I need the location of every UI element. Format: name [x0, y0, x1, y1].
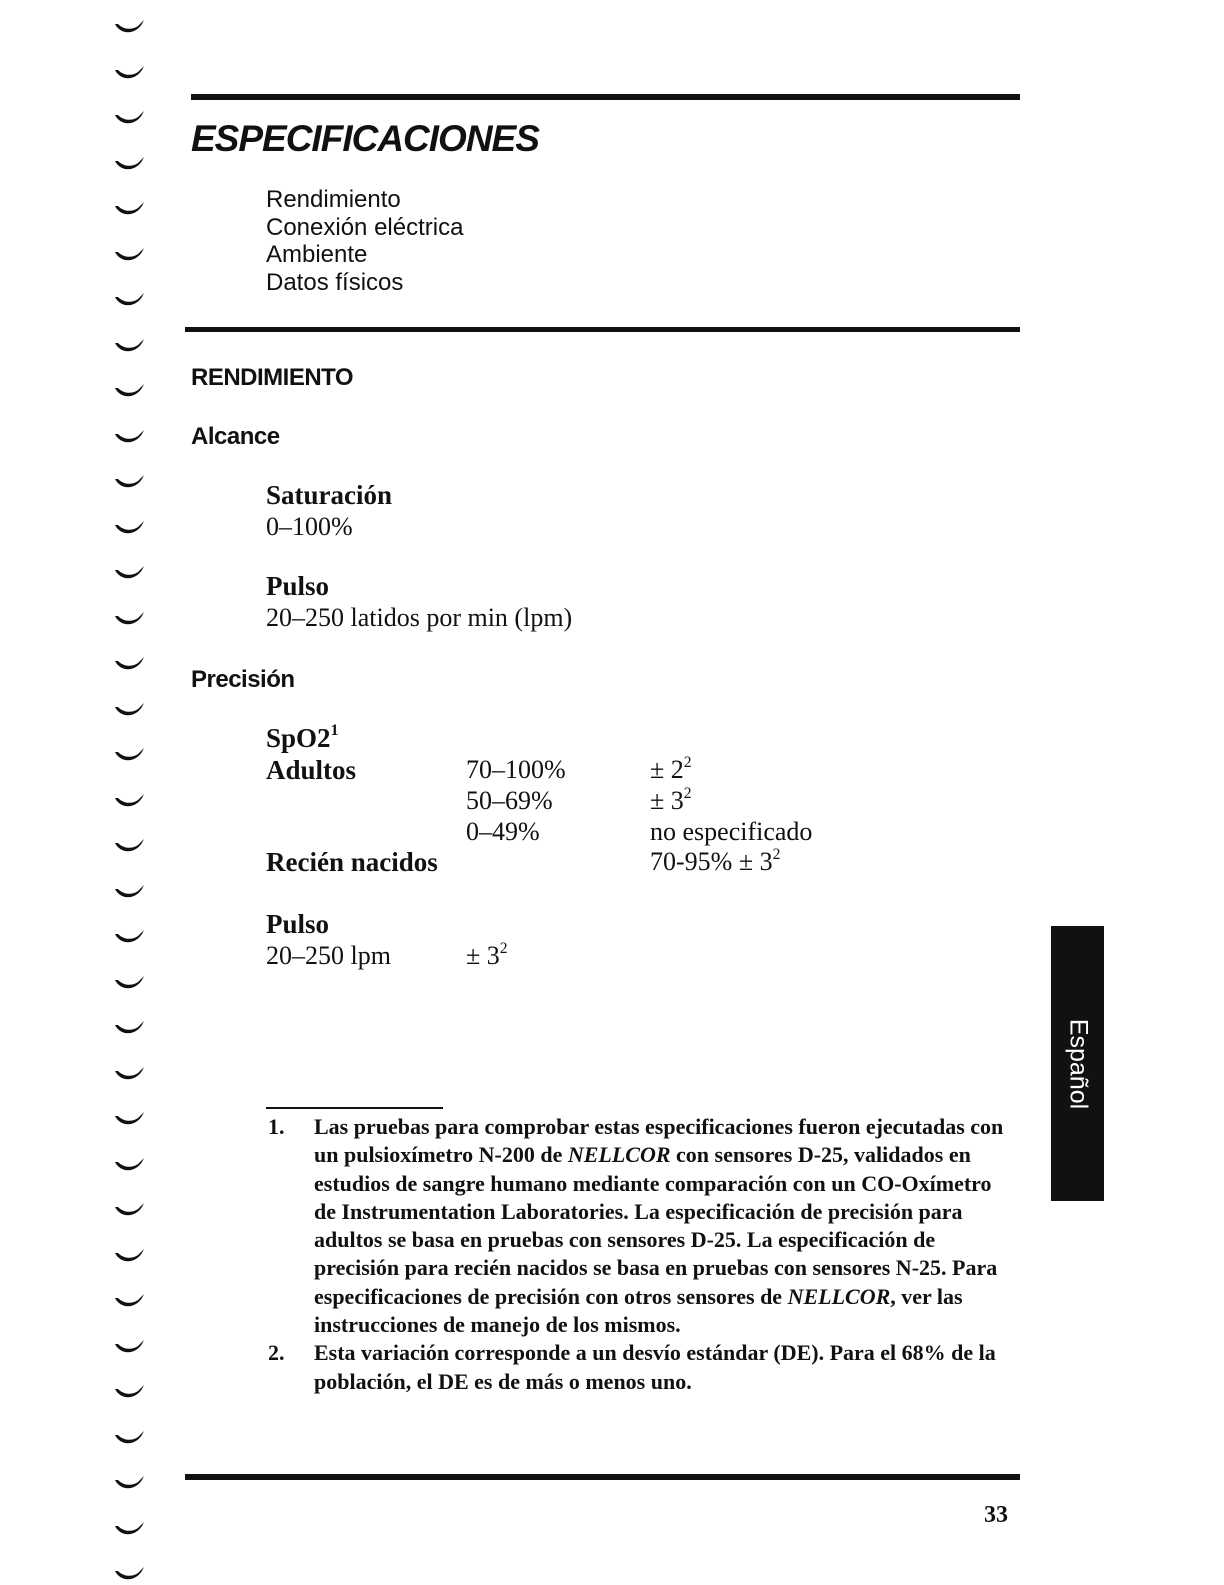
adult-accuracy: ± $2^2$ [650, 753, 692, 784]
adult-range: 50–69% [466, 786, 553, 815]
footnote-number: 2. [268, 1340, 285, 1366]
binding-ring-icon [112, 335, 148, 357]
adult-range: 70–100% [466, 755, 566, 784]
toc-item: Conexión eléctrica [266, 213, 464, 241]
binding-ring-icon [112, 107, 148, 129]
binding-ring-icon [112, 653, 148, 675]
binding-ring-icon [112, 1199, 148, 1221]
binding-ring-icon [112, 1063, 148, 1085]
binding-ring-icon [112, 517, 148, 539]
binding-ring-icon [112, 471, 148, 493]
binding-ring-icon [112, 1381, 148, 1403]
precision-pulso-accuracy: ± $3^2$ [466, 939, 508, 970]
footnote-item: 2. Esta variación corresponde a un desvío estándar (DE). Para el 68% de la población, el DE es de más o menos uno. [268, 1340, 996, 1394]
page-title: ESPECIFICACIONES [191, 118, 539, 159]
precision-pulso-range: 20–250 lpm [266, 941, 391, 970]
binding-ring-icon [112, 198, 148, 220]
binding-ring-icon [112, 1518, 148, 1540]
binding-ring-icon [112, 926, 148, 948]
binding-ring-icon [112, 289, 148, 311]
neonatal-label: Recién nacidos [266, 847, 438, 877]
precision-heading: Precisión [191, 666, 295, 693]
toc-item: Ambiente [266, 241, 368, 268]
binding-ring-icon [112, 62, 148, 84]
binding-ring-icon [112, 1336, 148, 1358]
binding-ring-icon [112, 1154, 148, 1176]
binding-ring-icon [112, 562, 148, 584]
footnotes [268, 1113, 1018, 1396]
binding-ring-icon [112, 1017, 148, 1039]
binding-ring-icon [112, 380, 148, 402]
footnote-number: 1. [268, 1114, 285, 1139]
section-rule [185, 327, 1020, 332]
alcance-heading: Alcance [191, 423, 280, 450]
binding-ring-icon [112, 881, 148, 903]
brand-name: NELLCOR [567, 1142, 671, 1168]
binding-ring-icon [112, 426, 148, 448]
language-tab-label: Español [1064, 1018, 1092, 1109]
binding-ring-icon [112, 699, 148, 721]
binding-ring-icon [112, 608, 148, 630]
adultos-label: Adultos [266, 755, 357, 785]
section-heading: RENDIMIENTO [191, 364, 354, 391]
saturacion-value: 0–100% [266, 512, 353, 541]
binding-ring-icon [112, 972, 148, 994]
binding-ring-icon [112, 244, 148, 266]
binding-ring-icon [112, 744, 148, 766]
binding-ring-icon [112, 153, 148, 175]
toc-item: Rendimiento [266, 186, 401, 213]
binding-ring-icon [112, 1563, 148, 1585]
footnote-item: 1. Las pruebas para comprobar estas especificaciones fueron ejecutadas con un pulsioxímetro N-200 de NELLCOR con sensores D-25, validados en estudios de sangre humano mediante comparación con un CO-Oxímetro de Instrumentation Laboratories. La especificación de precisión para adultos se basa en pruebas con sensores D-25. La especificación de precisión para recién nacidos se basa en pruebas con sensores N-25. Para especificaciones de precisión con otros sensores de NELLCOR, ver las instrucciones de manejo de los mismos. [268, 1114, 1004, 1338]
table-of-contents [266, 186, 463, 296]
saturacion-label: Saturación [266, 480, 393, 510]
precision-pulso-label: Pulso [266, 909, 330, 939]
binding-ring-icon [112, 1245, 148, 1267]
binding-ring-icon [112, 1427, 148, 1449]
spiral-binding [112, 0, 152, 1584]
brand-name: NELLCOR [787, 1283, 891, 1309]
binding-ring-icon [112, 1472, 148, 1494]
toc-item: Datos físicos [266, 268, 404, 296]
adult-accuracy: no especificado [650, 817, 813, 846]
footnote-rule [266, 1107, 443, 1109]
binding-ring-icon [112, 790, 148, 812]
binding-ring-icon [112, 1290, 148, 1312]
binding-ring-icon [112, 835, 148, 857]
neonatal-value: $70-95\% \pm 3^2$ [650, 845, 781, 876]
top-rule [191, 94, 1020, 100]
alcance-pulso-value: 20–250 latidos por min (lpm) [266, 603, 573, 632]
language-tab [1051, 926, 1104, 1201]
adult-accuracy: ± $3^2$ [650, 784, 692, 815]
page-number: 33 [984, 1502, 1008, 1528]
bottom-rule [185, 1474, 1020, 1480]
adult-range: 0–49% [466, 817, 540, 846]
alcance-pulso-label: Pulso [266, 571, 330, 601]
binding-ring-icon [112, 16, 148, 38]
binding-ring-icon [112, 1108, 148, 1130]
spo2-label: $SpO2^1$ [266, 721, 339, 753]
